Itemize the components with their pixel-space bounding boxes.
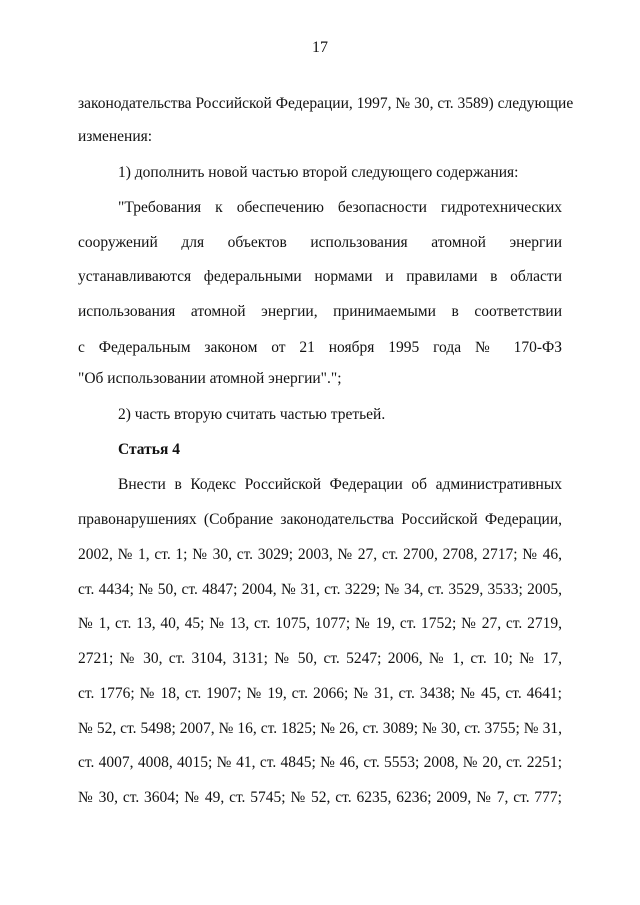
page-number: 17 <box>312 39 328 56</box>
quote-line: "Требования к обеспечению безопасности гидротехнических <box>118 199 562 216</box>
quote-line: с Федеральным законом от 21 ноября 1995 года № 170-ФЗ <box>78 339 562 356</box>
text-line: № 30, ст. 3604; № 49, ст. 5745; № 52, ст. 6235, 6236; 2009, № 7, ст. 777; <box>78 789 562 806</box>
text-line: ст. 4434; № 50, ст. 4847; 2004, № 31, ст. 3229; № 34, ст. 3529, 3533; 2005, <box>78 581 562 598</box>
text-line: № 1, ст. 13, 40, 45; № 13, ст. 1075, 1077; № 19, ст. 1752; № 27, ст. 2719, <box>78 615 562 632</box>
text-line: № 52, ст. 5498; 2007, № 16, ст. 1825; № 26, ст. 3089; № 30, ст. 3755; № 31, <box>78 720 562 737</box>
text-line: Внести в Кодекс Российской Федерации об административных <box>118 476 562 493</box>
text-line: правонарушениях (Собрание законодательства Российской Федерации, <box>78 511 562 528</box>
quote-line: "Об использовании атомной энергии"."; <box>78 370 342 387</box>
text-line: 2002, № 1, ст. 1; № 30, ст. 3029; 2003, № 27, ст. 2700, 2708, 2717; № 46, <box>78 546 562 563</box>
list-item-1: 1) дополнить новой частью второй следующего содержания: <box>118 164 519 181</box>
list-item-2: 2) часть вторую считать частью третьей. <box>118 406 386 423</box>
text-line: изменения: <box>78 128 153 145</box>
article-heading: Статья 4 <box>118 441 180 458</box>
quote-line: использования атомной энергии, принимаемыми в соответствии <box>78 303 562 320</box>
text-line: ст. 1776; № 18, ст. 1907; № 19, ст. 2066; № 31, ст. 3438; № 45, ст. 4641; <box>78 685 562 702</box>
quote-line: устанавливаются федеральными нормами и правилами в области <box>78 268 562 285</box>
text-line: ст. 4007, 4008, 4015; № 41, ст. 4845; № 46, ст. 5553; 2008, № 20, ст. 2251; <box>78 754 562 771</box>
quote-line: сооружений для объектов использования атомной энергии <box>78 234 562 251</box>
text-line: 2721; № 30, ст. 3104, 3131; № 50, ст. 5247; 2006, № 1, ст. 10; № 17, <box>78 650 562 667</box>
text-line: законодательства Российской Федерации, 1997, № 30, ст. 3589) следующие <box>78 95 574 112</box>
